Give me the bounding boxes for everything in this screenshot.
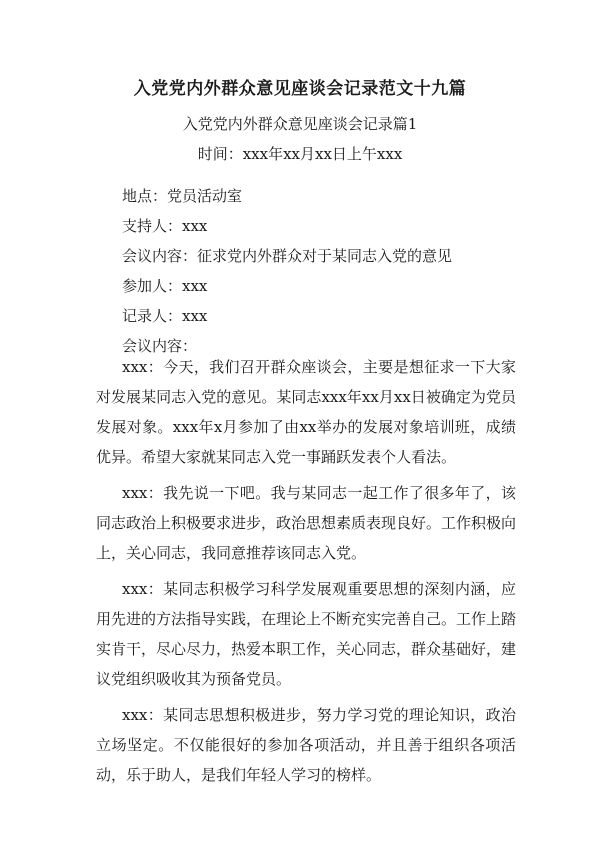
meeting-content-label: 会议内容：: [122, 337, 198, 355]
meeting-time: 时间：xxx年xx月xx日上午xxx: [197, 145, 403, 163]
meeting-attendees: 参加人：xxx: [122, 277, 208, 295]
document-title: 入党党内外群众意见座谈会记录范文十九篇: [133, 79, 467, 99]
meeting-minutes: [96, 352, 516, 796]
meeting-host: 支持人：xxx: [122, 217, 208, 235]
meeting-info: [122, 181, 452, 361]
document-subtitle: 入党党内外群众意见座谈会记录篇1: [182, 115, 418, 133]
meeting-location: 地点：党员活动室: [122, 187, 243, 205]
paragraph: xxx：今天，我们召开群众座谈会，主要是想征求一下大家对发展某同志入党的意见。某同志xxx年xx月xx日被确定为党员发展对象。xxx年x月参加了由xx举办的发展对象培训班，成绩优异。希望大家就某同志入党一事踊跃发表个人看法。: [96, 358, 516, 466]
meeting-topic: 会议内容：征求党内外群众对于某同志入党的意见: [122, 247, 453, 265]
paragraph: xxx：某同志积极学习科学发展观重要思想的深刻内涵，应用先进的方法指导实践，在理论上不断充实完善自己。工作上踏实肯干，尽心尽力，热爱本职工作，关心同志，群众基础好，建议党组织吸收其为预备党员。: [96, 580, 517, 688]
meeting-recorder: 记录人：xxx: [122, 307, 208, 325]
paragraph: xxx：我先说一下吧。我与某同志一起工作了很多年了，该同志政治上积极要求进步，政治思想素质表现良好。工作积极向上，关心同志，我同意推荐该同志入党。: [96, 484, 517, 562]
paragraph: xxx：某同志思想积极进步，努力学习党的理论知识，政治立场坚定。不仅能很好的参加各项活动，并且善于组织各项活动，乐于助人，是我们年轻人学习的榜样。: [96, 706, 516, 784]
